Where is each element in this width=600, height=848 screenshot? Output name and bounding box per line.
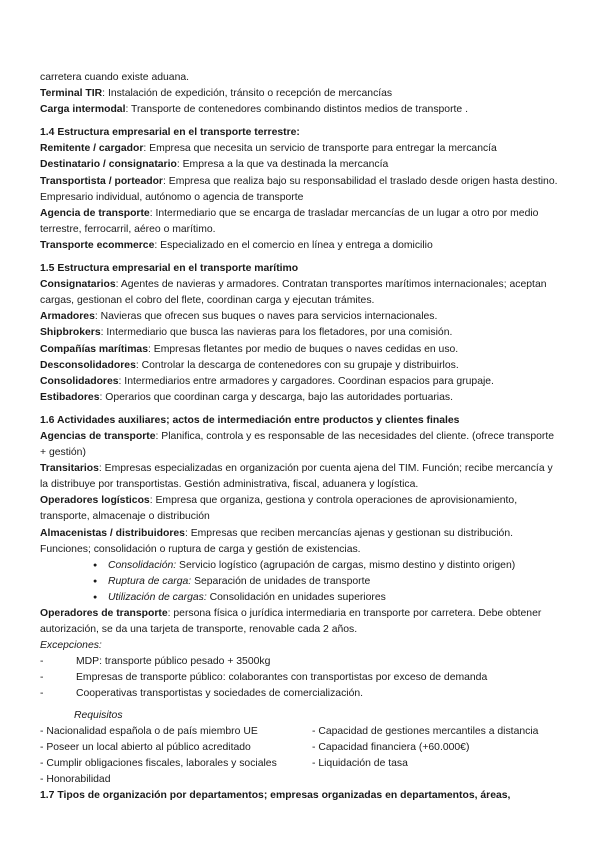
definition-carga-intermodal [40, 102, 560, 118]
excepciones-list [40, 654, 560, 702]
definition: : Operarios que coordinan carga y descarga, bajo las autoridades portuarias. [99, 391, 453, 403]
definition: : Empresas fletantes por medio de buques o naves cedidas en uso. [148, 343, 459, 355]
list-item: - MDP: transporte público pesado + 3500kg [40, 654, 560, 670]
section-heading-1-7: 1.7 Tipos de organización por departamentos; empresas organizadas en departamentos, áreas, [40, 790, 511, 802]
definition: : Empresas especializadas en organización por cuenta ajena del TIM. Función; recibe mercancía y la distribuye por transportistas. Gestión administrativa, fiscal, aduanera y logística. [40, 463, 553, 491]
excepciones-title: Excepciones: [40, 640, 102, 652]
list-item: - Capacidad de gestiones mercantiles a distancia [312, 725, 539, 737]
list-item [40, 590, 560, 606]
definition-almacenistas [40, 526, 560, 558]
section-heading-1-5: 1.5 Estructura empresarial en el transporte marítimo [40, 263, 299, 275]
term: Operadores de transporte [40, 608, 168, 619]
term: Consolidadores [40, 375, 119, 387]
section-heading-1-4: 1.4 Estructura empresarial en el transporte terrestre: [40, 127, 300, 139]
definition: : persona física o jurídica intermediaria en transporte por carretera. Debe obtener autorización, se da una tarjeta de transporte, renovable cada 2 años. [40, 608, 542, 636]
definition-desconsolidadores [40, 358, 560, 374]
definition: : Navieras que ofrecen sus buques o naves para servicios internacionales. [94, 311, 438, 323]
definition: : Empresa que realiza bajo su responsabilidad el traslado desde origen hasta destino. Empresario individual, autónomo o agencia de transporte [40, 175, 558, 203]
bullet-list [40, 558, 560, 606]
term: Operadores logísticos [40, 495, 150, 507]
definition: : Controlar la descarga de contenedores con su grupaje y distribuirlos. [135, 359, 459, 371]
list-item: - Poseer un local abierto al público acreditado [40, 741, 251, 753]
definition: : Transporte de contenedores combinando distintos medios de transporte . [125, 104, 468, 116]
definition-agencias-transporte [40, 429, 560, 461]
list-item: - Honorabilidad [40, 773, 111, 785]
definition-armadores [40, 309, 560, 325]
definition: : Instalación de expedición, tránsito o recepción de mercancías [102, 88, 393, 100]
definition-estibadores [40, 390, 560, 406]
definition: : Agentes de navieras y armadores. Contratan transportes marítimos internacionales; aceptan cargas, gestionan el cobro del flete, coordinan carga y ejecutan trámites. [40, 279, 547, 307]
list-item: - Liquidación de tasa [312, 757, 408, 769]
term: Consolidación: [108, 559, 177, 571]
list-item: - Capacidad financiera (+60.000€) [312, 741, 470, 753]
definition-consolidadores [40, 374, 560, 390]
term: Desconsolidadores [40, 359, 136, 371]
term: Remitente / cargador [40, 143, 144, 155]
document-page [40, 70, 560, 804]
term: Compañías marítimas [40, 343, 148, 355]
term: Armadores [40, 311, 95, 323]
list-item: - Cumplir obligaciones fiscales, laborales y sociales [40, 757, 277, 769]
definition-operadores-logisticos [40, 493, 560, 525]
definition-companias-maritimas [40, 342, 560, 358]
term: Agencias de transporte [40, 430, 156, 442]
definition-operadores-transporte [40, 606, 560, 638]
list-item: - Empresas de transporte público: colaborantes con transportistas por exceso de demanda [40, 670, 560, 686]
list-item [312, 772, 560, 788]
term: Transitarios [40, 463, 99, 475]
term: Transportista / porteador [40, 175, 163, 187]
definition: Consolidación en unidades superiores [206, 591, 386, 603]
definition-transportista [40, 174, 560, 206]
definition-transporte-ecommerce [40, 238, 560, 254]
definition: : Empresa que organiza, gestiona y controla operaciones de aprovisionamiento, transporte, almacenaje o distribución [40, 495, 518, 523]
term: Almacenistas / distribuidores [40, 527, 185, 539]
definition: : Intermediario que busca las navieras para los fletadores, por una comisión. [100, 327, 453, 339]
requisitos-list [40, 724, 560, 788]
term: Carga intermodal [40, 104, 126, 116]
list-item: - Nacionalidad española o de país miembro UE [40, 725, 258, 737]
term: Destinatario / consignatario [40, 159, 177, 171]
term: Shipbrokers [40, 327, 101, 339]
term: Estibadores [40, 391, 100, 403]
definition-remitente [40, 141, 560, 157]
definition: : Intermediarios entre armadores y cargadores. Coordinan espacios para grupaje. [118, 375, 494, 387]
definition-shipbrokers [40, 325, 560, 341]
definition-destinatario [40, 157, 560, 173]
paragraph-carretera: carretera cuando existe aduana. [40, 72, 190, 83]
term: Transporte ecommerce [40, 239, 155, 251]
definition: : Intermediario que se encarga de trasladar mercancías de un lugar a otro por medio terrestre, ferrocarril, aéreo o marítimo. [40, 207, 539, 235]
term: Consignatarios [40, 279, 116, 291]
definition-agencia-transporte [40, 206, 560, 238]
definition: Separación de unidades de transporte [191, 575, 371, 587]
list-item: - Cooperativas transportistas y sociedades de comercialización. [40, 686, 560, 702]
term: Agencia de transporte [40, 207, 150, 219]
list-item [40, 558, 560, 574]
term: Terminal TIR [40, 88, 103, 100]
definition: : Empresa que necesita un servicio de transporte para entregar la mercancía [143, 143, 497, 155]
list-item [40, 574, 560, 590]
definition-transitarios [40, 461, 560, 493]
requisitos-title: Requisitos [74, 709, 123, 721]
term: Ruptura de carga: [108, 575, 192, 587]
definition: : Planifica, controla y es responsable de las necesidades del cliente. (ofrece transporte + gestión) [40, 430, 555, 459]
definition: : Especializado en el comercio en línea y entrega a domicilio [154, 239, 433, 251]
definition-consignatarios [40, 277, 560, 309]
definition-terminal-tir [40, 86, 560, 102]
section-heading-1-6: 1.6 Actividades auxiliares; actos de intermediación entre productos y clientes finales [40, 414, 460, 426]
definition: Servicio logístico (agrupación de cargas, mismo destino y distinto origen) [176, 559, 516, 571]
term: Utilización de cargas: [108, 591, 207, 603]
definition: : Empresas que reciben mercancías ajenas y gestionan su distribución. Funciones; consolidación o ruptura de carga y gestión de existencias. [40, 527, 513, 555]
definition: : Empresa a la que va destinada la mercancía [176, 159, 389, 171]
